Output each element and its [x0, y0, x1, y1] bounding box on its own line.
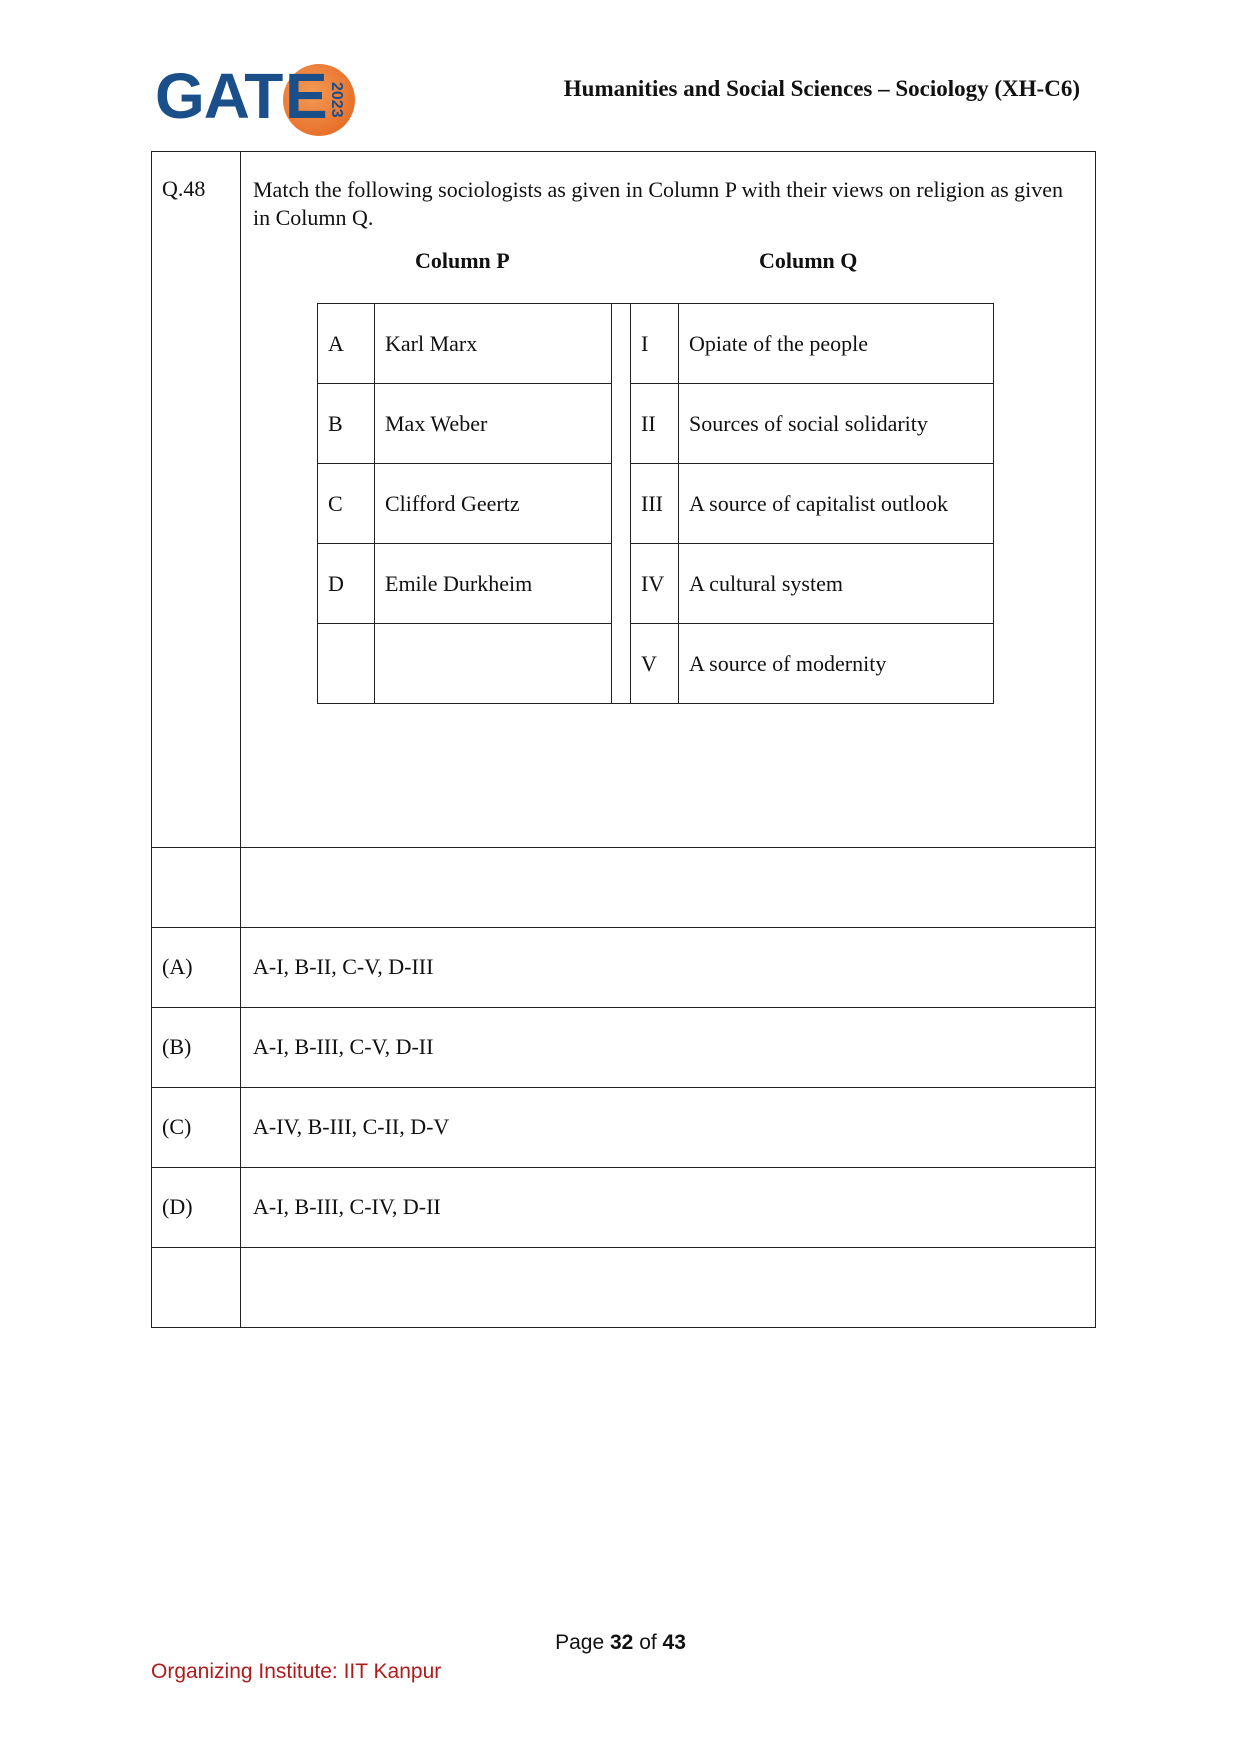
match-row — [318, 304, 994, 384]
page-number — [0, 1631, 1241, 1655]
question-body — [241, 152, 1096, 848]
paper-title: Humanities and Social Sciences – Sociology (XH-C6) — [563, 76, 1080, 101]
question-box — [151, 151, 1096, 1328]
match-table — [317, 303, 994, 704]
question-text: Match the following sociologists as given in Column P with their views on religion as given in Column Q. — [253, 177, 1064, 230]
option-label: (A) — [152, 928, 241, 1008]
option-row-c[interactable] — [152, 1088, 1096, 1168]
option-row-d[interactable] — [152, 1168, 1096, 1248]
option-text: A-IV, B-III, C-II, D-V — [241, 1088, 1096, 1168]
option-label: (B) — [152, 1008, 241, 1088]
option-text: A-I, B-II, C-V, D-III — [241, 928, 1096, 1008]
match-row — [318, 544, 994, 624]
option-text: A-I, B-III, C-IV, D-II — [241, 1168, 1096, 1248]
q-roman: IV — [631, 544, 679, 624]
p-name — [375, 624, 612, 704]
p-name: Karl Marx — [375, 304, 612, 384]
logo-letter: E — [285, 60, 328, 132]
match-row — [318, 464, 994, 544]
option-text: A-I, B-III, C-V, D-II — [241, 1008, 1096, 1088]
match-row — [318, 384, 994, 464]
question-number: Q.48 — [152, 152, 241, 848]
logo-year: 2023 — [328, 82, 345, 118]
q-desc: A source of modernity — [679, 624, 994, 704]
page-total: 43 — [662, 1631, 686, 1654]
option-row-b[interactable] — [152, 1008, 1096, 1088]
column-p-heading: Column P — [415, 248, 510, 273]
blank-row — [152, 848, 1096, 928]
option-row-a[interactable] — [152, 928, 1096, 1008]
p-name: Max Weber — [375, 384, 612, 464]
q-roman: I — [631, 304, 679, 384]
p-letter: C — [318, 464, 375, 544]
q-roman: III — [631, 464, 679, 544]
match-row — [318, 624, 994, 704]
q-roman: V — [631, 624, 679, 704]
option-label: (C) — [152, 1088, 241, 1168]
column-q-heading: Column Q — [759, 248, 858, 273]
option-label: (D) — [152, 1168, 241, 1248]
p-letter: A — [318, 304, 375, 384]
gate-logo — [155, 60, 360, 140]
q-desc: A source of capitalist outlook — [679, 464, 994, 544]
p-letter: D — [318, 544, 375, 624]
p-letter: B — [318, 384, 375, 464]
organizing-institute: Organizing Institute: IIT Kanpur — [151, 1660, 442, 1683]
q-desc: Sources of social solidarity — [679, 384, 994, 464]
p-letter — [318, 624, 375, 704]
column-gap — [612, 304, 631, 704]
page-prefix: Page — [555, 1631, 605, 1654]
page-of: of — [639, 1631, 657, 1654]
q-roman: II — [631, 384, 679, 464]
p-name: Emile Durkheim — [375, 544, 612, 624]
blank-row — [152, 1248, 1096, 1328]
q-desc: A cultural system — [679, 544, 994, 624]
q-desc: Opiate of the people — [679, 304, 994, 384]
page-current: 32 — [609, 1631, 634, 1654]
logo-text: GAT — [155, 60, 283, 132]
p-name: Clifford Geertz — [375, 464, 612, 544]
